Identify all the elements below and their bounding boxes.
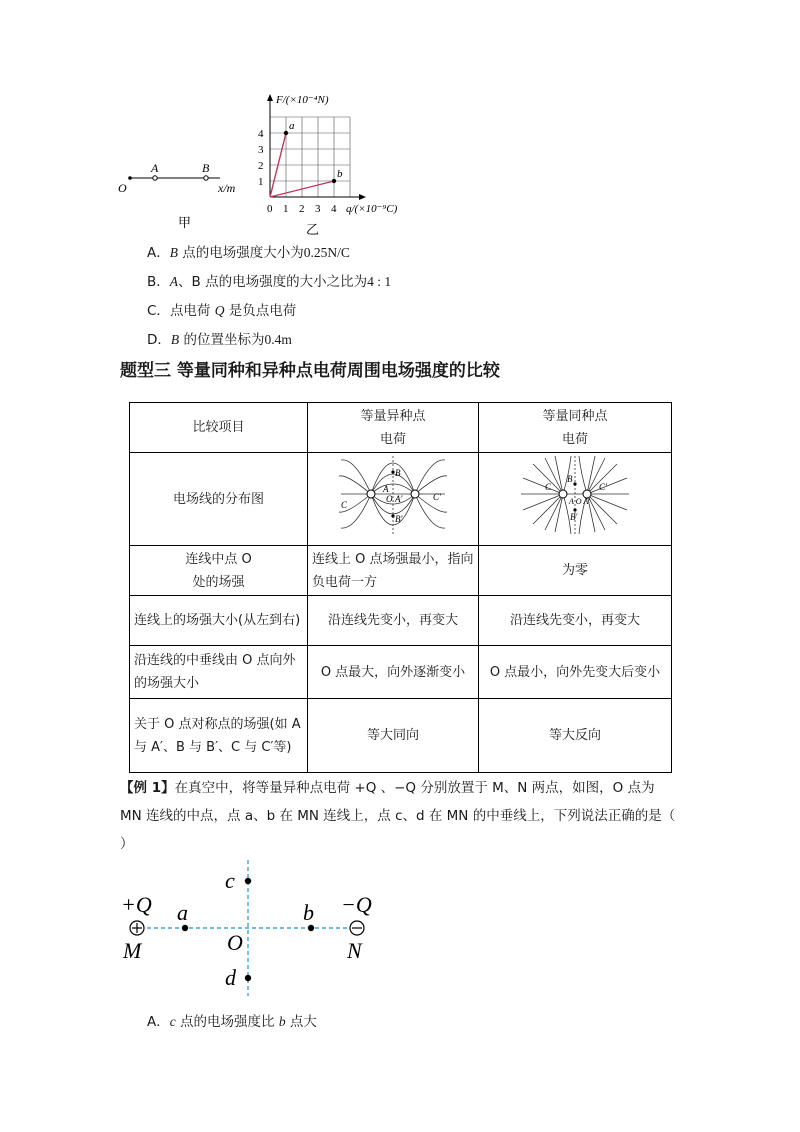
series-label-b: b bbox=[337, 168, 343, 180]
option-text: 点的电场强度大小为 bbox=[178, 245, 304, 261]
cell-midpoint-same: 为零 bbox=[479, 546, 672, 596]
section-title: 题型三 等量同种和异种点电荷周围电场强度的比较 bbox=[120, 361, 500, 381]
example-tag: 【例 1】 bbox=[120, 780, 175, 796]
plus-q-label: +Q bbox=[121, 892, 152, 917]
svg-text:B: B bbox=[395, 468, 401, 478]
comparison-table bbox=[129, 402, 672, 773]
cell-header-same bbox=[479, 403, 672, 453]
x-axis-label: x/m bbox=[218, 181, 236, 195]
cell-sym-same: 等大反向 bbox=[479, 699, 672, 773]
svg-text:B: B bbox=[567, 474, 573, 484]
chart-series bbox=[270, 120, 343, 197]
final-option-a[interactable] bbox=[147, 1010, 317, 1030]
example-line2: MN 连线的中点，点 a、b 在 MN 连线上，点 c、d 在 MN 的中垂线上，下列说法正确的是（ bbox=[120, 808, 676, 824]
option-text: 、B 点的电场强度的大小之比为 bbox=[178, 274, 368, 290]
example-line1 bbox=[120, 778, 700, 798]
option-letter: C． bbox=[147, 303, 170, 319]
series-label-a: a bbox=[289, 120, 295, 132]
cell-fieldlines-same bbox=[479, 453, 672, 546]
same-charges-field-diagram bbox=[515, 454, 635, 536]
svg-text:B′: B′ bbox=[395, 514, 403, 524]
x-tick-label: 2 bbox=[299, 203, 305, 215]
option-pre: 点电荷 bbox=[169, 303, 215, 319]
cell-line-label: 连线上的场强大小(从左到右) bbox=[130, 596, 308, 646]
a-label: a bbox=[177, 900, 188, 925]
header-opposite-line1: 等量异种点 bbox=[360, 408, 426, 424]
cell-perp-same: O 点最小，向外先变大后变小 bbox=[479, 646, 672, 699]
x-axis-arrow bbox=[359, 194, 366, 200]
svg-text:C: C bbox=[545, 482, 552, 492]
table-row-header bbox=[130, 403, 672, 453]
option-math: 4 : 1 bbox=[367, 274, 392, 289]
option-letter: B． bbox=[147, 274, 170, 290]
x-tick-label: 1 bbox=[283, 203, 289, 215]
cell-fieldlines-label: 电场线的分布图 bbox=[130, 453, 308, 546]
example-line3: ） bbox=[120, 836, 134, 852]
y-tick-label: 3 bbox=[258, 144, 264, 156]
example-1 bbox=[120, 778, 700, 854]
table-row-line-strength bbox=[130, 596, 672, 646]
svg-text:C′: C′ bbox=[599, 482, 607, 492]
figure-yi-chart bbox=[250, 92, 430, 242]
b-label: b bbox=[303, 900, 314, 925]
o-label: O bbox=[227, 930, 243, 955]
option-c[interactable] bbox=[147, 299, 296, 319]
point-b-label: B bbox=[202, 161, 210, 175]
series-point-a bbox=[284, 131, 288, 135]
point-c bbox=[245, 878, 251, 884]
cell-fieldlines-opposite bbox=[308, 453, 479, 546]
option-math: 0.4m bbox=[264, 332, 292, 347]
table-row-perpendicular bbox=[130, 646, 672, 699]
final-option-text2: 点大 bbox=[285, 1014, 317, 1030]
svg-text:A O A′: A O A′ bbox=[569, 497, 591, 506]
point-d bbox=[245, 975, 251, 981]
header-same-line2: 电荷 bbox=[561, 431, 588, 447]
y-tick-label: 2 bbox=[258, 160, 264, 172]
point-a-label: A bbox=[151, 161, 159, 175]
y-tick-label: 1 bbox=[258, 176, 264, 188]
svg-text:A: A bbox=[383, 484, 389, 494]
svg-text:C′: C′ bbox=[433, 492, 441, 502]
chart-grid bbox=[270, 117, 350, 197]
table-row-midpoint bbox=[130, 546, 672, 596]
midpoint-label-line1: 连线中点 O bbox=[185, 551, 252, 567]
option-var: Q bbox=[214, 303, 225, 318]
series-point-b bbox=[332, 179, 336, 183]
option-math: 0.25N/C bbox=[303, 245, 350, 260]
option-letter: D． bbox=[147, 332, 171, 348]
cell-midpoint-opposite: 连线上 O 点场强最小，指向负电荷一方 bbox=[308, 546, 479, 596]
example-line1-text: 在真空中，将等量异种点电荷 +Q 、−Q 分别放置于 M、N 两点，如图，O 点为 bbox=[174, 780, 655, 796]
option-d[interactable] bbox=[147, 328, 292, 348]
cell-perp-label: 沿连线的中垂线由 O 点向外的场强大小 bbox=[130, 646, 308, 699]
origin-label: O bbox=[118, 181, 127, 195]
option-var: B bbox=[169, 245, 178, 260]
caption-yi: 乙 bbox=[306, 222, 320, 237]
option-text: 的位置坐标为 bbox=[179, 332, 265, 348]
option-letter: A． bbox=[147, 245, 170, 261]
m-label: M bbox=[123, 938, 142, 963]
x-tick-label: 3 bbox=[315, 203, 321, 215]
svg-text:C: C bbox=[341, 500, 348, 510]
final-option-var1: c bbox=[169, 1014, 176, 1029]
minus-q-label: −Q bbox=[341, 892, 372, 917]
option-var: B bbox=[170, 332, 180, 347]
cell-compare-item: 比较项目 bbox=[130, 403, 308, 453]
n-label: N bbox=[347, 938, 362, 963]
cell-line-same: 沿连线先变小，再变大 bbox=[479, 596, 672, 646]
option-text: 是负点电荷 bbox=[224, 303, 297, 319]
caption-jia: 甲 bbox=[178, 215, 192, 230]
figure-jia bbox=[110, 150, 250, 230]
opposite-charges-field-diagram bbox=[333, 454, 453, 536]
cell-header-opposite bbox=[308, 403, 479, 453]
svg-text:B′: B′ bbox=[570, 512, 578, 522]
chart-xlabel: q/(×10⁻⁹C) bbox=[346, 203, 398, 215]
x-tick-label: 4 bbox=[331, 203, 337, 215]
cell-sym-label: 关于 O 点对称点的场强(如 A 与 A′、B 与 B′、C 与 C′等) bbox=[130, 699, 308, 773]
c-label: c bbox=[225, 868, 235, 893]
cell-sym-opposite: 等大同向 bbox=[308, 699, 479, 773]
cell-perp-opposite: O 点最大，向外逐渐变小 bbox=[308, 646, 479, 699]
y-axis-arrow bbox=[267, 94, 273, 101]
chart-ylabel: F/(×10⁻⁴N) bbox=[276, 94, 329, 106]
final-option-text1: 点的电场强度比 bbox=[175, 1014, 279, 1030]
cell-midpoint-label bbox=[130, 546, 308, 596]
y-tick-label: 4 bbox=[258, 128, 264, 140]
header-same-line1: 等量同种点 bbox=[542, 408, 608, 424]
final-option-var2: b bbox=[278, 1014, 286, 1029]
table-row-fieldlines bbox=[130, 453, 672, 546]
cell-line-opposite: 沿连线先变小，再变大 bbox=[308, 596, 479, 646]
table-row-symmetric bbox=[130, 699, 672, 773]
final-option-letter: A． bbox=[147, 1014, 170, 1030]
x-tick-label: 0 bbox=[267, 203, 273, 215]
header-opposite-line2: 电荷 bbox=[379, 431, 406, 447]
svg-text:O: O bbox=[386, 494, 393, 504]
point-a bbox=[182, 925, 188, 931]
point-b bbox=[308, 925, 314, 931]
option-a[interactable] bbox=[147, 241, 350, 261]
option-var: A bbox=[169, 274, 179, 289]
midpoint-label-line2: 处的场强 bbox=[192, 574, 245, 590]
figure-mn bbox=[115, 858, 395, 998]
d-label: d bbox=[225, 965, 236, 990]
svg-text:A′: A′ bbox=[395, 494, 403, 504]
option-b[interactable] bbox=[147, 270, 391, 290]
